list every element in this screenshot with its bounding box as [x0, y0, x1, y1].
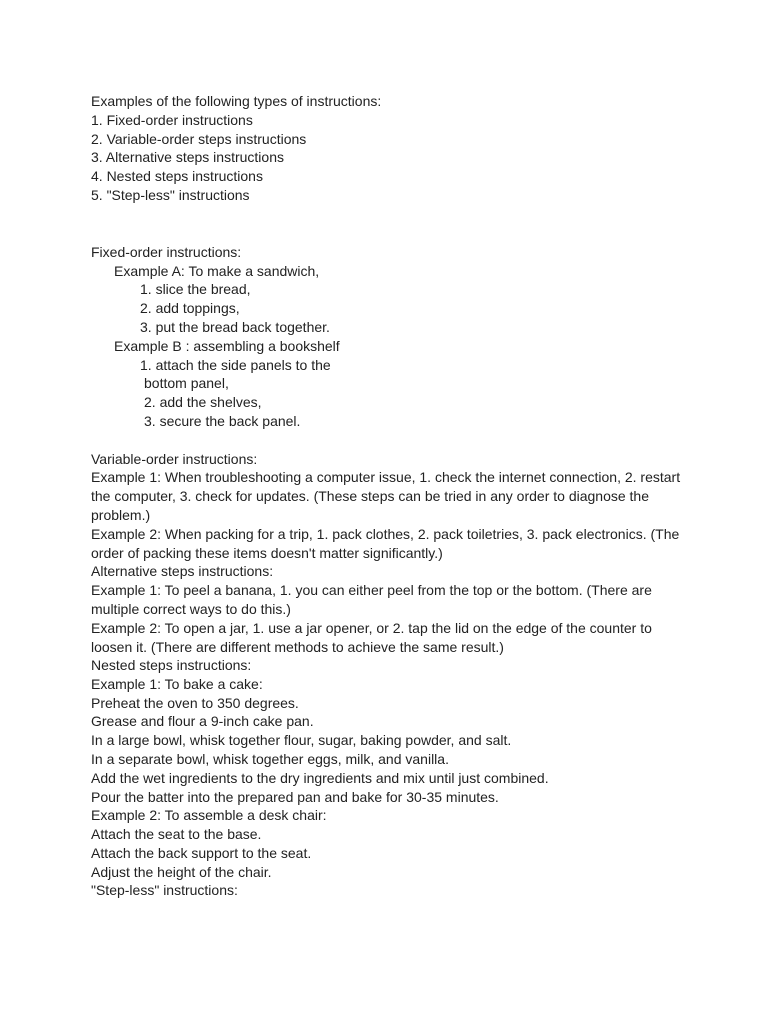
alternative-line: multiple correct ways to do this.): [91, 601, 291, 617]
nested-line: Preheat the oven to 350 degrees.: [91, 695, 299, 711]
variable-line: problem.): [91, 507, 151, 523]
fixed-a-step: 1. slice the bread,: [140, 281, 251, 297]
nested-line: Example 2: To assemble a desk chair:: [91, 807, 327, 823]
alternative-line: Example 1: To peel a banana, 1. you can either peel from the top or the bottom. (There are: [91, 582, 652, 598]
intro-item: 3. Alternative steps instructions: [91, 149, 284, 165]
fixed-b-step: bottom panel,: [144, 375, 229, 391]
fixed-example-b: Example B : assembling a bookshelf: [114, 338, 340, 354]
stepless-heading: "Step-less" instructions:: [91, 882, 238, 898]
nested-line: Grease and flour a 9-inch cake pan.: [91, 713, 314, 729]
intro-item: 1. Fixed-order instructions: [91, 112, 253, 128]
variable-heading: Variable-order instructions:: [91, 451, 258, 467]
fixed-b-step: 2. add the shelves,: [144, 394, 262, 410]
variable-line: the computer, 3. check for updates. (These steps can be tried in any order to diagnose the: [91, 488, 649, 504]
fixed-a-step: 2. add toppings,: [140, 300, 240, 316]
nested-line: In a separate bowl, whisk together eggs, milk, and vanilla.: [91, 751, 449, 767]
alternative-heading: Alternative steps instructions:: [91, 563, 274, 579]
fixed-example-a: Example A: To make a sandwich,: [114, 263, 320, 279]
nested-line: Attach the seat to the base.: [91, 826, 262, 842]
alternative-line: Example 2: To open a jar, 1. use a jar opener, or 2. tap the lid on the edge of the counter to: [91, 620, 652, 636]
fixed-b-step: 3. secure the back panel.: [144, 413, 301, 429]
nested-line: In a large bowl, whisk together flour, sugar, baking powder, and salt.: [91, 732, 512, 748]
intro-item: 2. Variable-order steps instructions: [91, 131, 307, 147]
nested-heading: Nested steps instructions:: [91, 657, 252, 673]
nested-line: Example 1: To bake a cake:: [91, 676, 263, 692]
fixed-b-step: 1. attach the side panels to the: [140, 357, 331, 373]
nested-line: Adjust the height of the chair.: [91, 864, 272, 880]
variable-line: Example 2: When packing for a trip, 1. pack clothes, 2. pack toiletries, 3. pack electronics. (The: [91, 526, 680, 542]
nested-line: Add the wet ingredients to the dry ingredients and mix until just combined.: [91, 770, 549, 786]
fixed-a-step: 3. put the bread back together.: [140, 319, 330, 335]
nested-line: Attach the back support to the seat.: [91, 845, 312, 861]
intro-heading: Examples of the following types of instructions:: [91, 93, 382, 109]
nested-line: Pour the batter into the prepared pan and bake for 30-35 minutes.: [91, 789, 499, 805]
intro-item: 5. "Step-less" instructions: [91, 187, 250, 203]
intro-item: 4. Nested steps instructions: [91, 168, 263, 184]
variable-line: order of packing these items doesn't matter significantly.): [91, 545, 443, 561]
fixed-heading: Fixed-order instructions:: [91, 244, 242, 260]
alternative-line: loosen it. (There are different methods to achieve the same result.): [91, 639, 504, 655]
variable-line: Example 1: When troubleshooting a computer issue, 1. check the internet connection, 2. restart: [91, 469, 681, 485]
